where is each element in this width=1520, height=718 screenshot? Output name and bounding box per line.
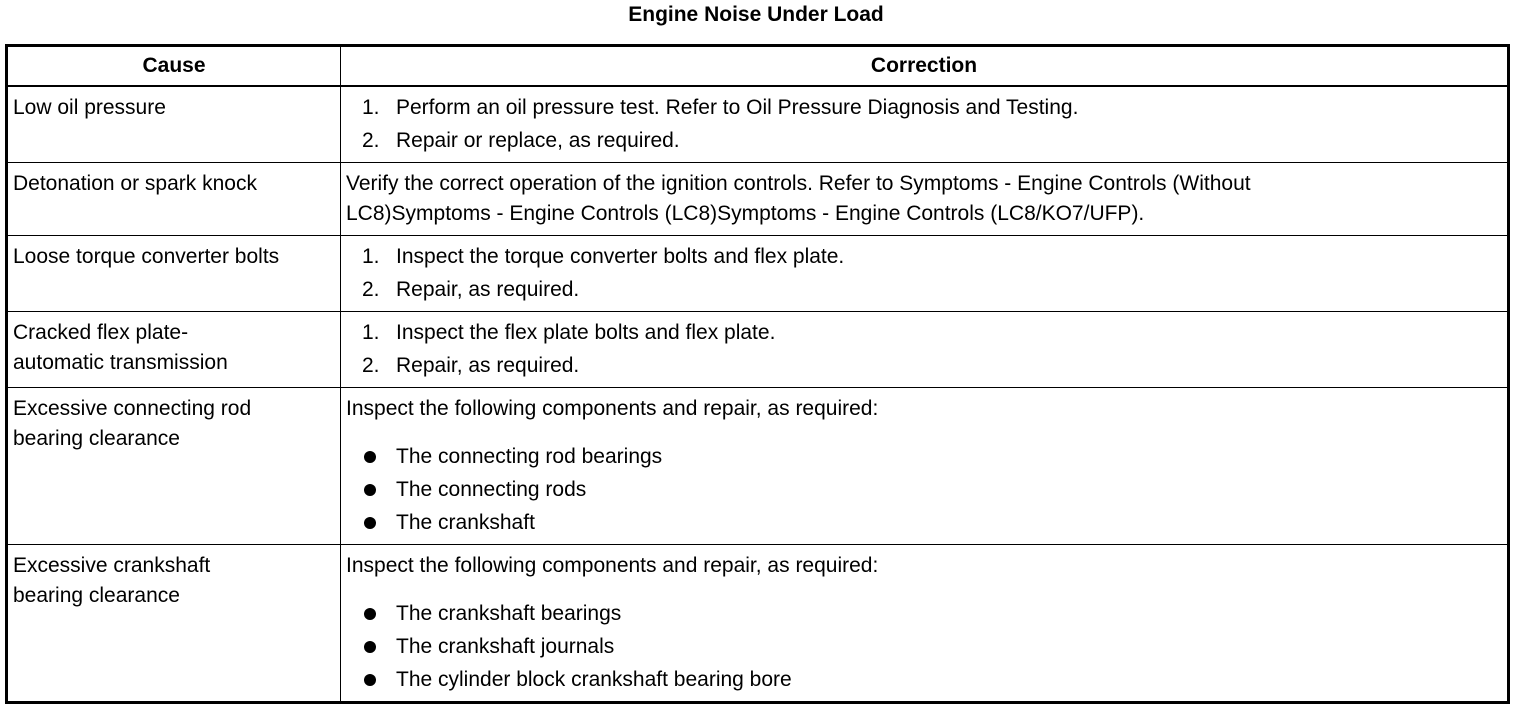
bullet-list — [346, 599, 1501, 695]
bullet-item — [346, 442, 1501, 475]
cause-cell — [7, 236, 341, 312]
cause-text: bearing clearance — [13, 584, 180, 607]
cause-cell — [7, 312, 341, 388]
cause-text: Detonation or spark knock — [13, 172, 257, 195]
correction-cell — [341, 312, 1509, 388]
table-row — [7, 312, 1509, 388]
step-number: 1. — [362, 96, 380, 119]
step-item — [346, 318, 1501, 351]
bullet-text: The connecting rods — [396, 478, 587, 501]
cause-cell — [7, 163, 341, 236]
cause-text: bearing clearance — [13, 427, 180, 450]
bullet-item — [346, 508, 1501, 538]
correction-cell — [341, 163, 1509, 236]
bullet-text: The crankshaft — [396, 511, 535, 534]
bullet-item — [346, 599, 1501, 632]
cause-text: Low oil pressure — [13, 96, 166, 119]
cause-column-header: Cause — [7, 46, 341, 87]
correction-cell — [341, 388, 1509, 545]
page-title: Engine Noise Under Load — [628, 3, 884, 26]
cause-text: automatic transmission — [13, 351, 228, 374]
step-item — [346, 351, 1501, 381]
step-text: Repair, as required. — [396, 278, 580, 301]
step-number: 1. — [362, 321, 380, 344]
cause-cell — [7, 86, 341, 163]
table-header-row — [7, 46, 1509, 87]
step-list — [346, 93, 1501, 156]
bullet-text: The crankshaft journals — [396, 635, 615, 658]
step-text: Repair, as required. — [396, 354, 580, 377]
table-row — [7, 163, 1509, 236]
step-number: 2. — [362, 129, 380, 152]
step-number: 2. — [362, 354, 380, 377]
step-text: Inspect the flex plate bolts and flex plate. — [396, 321, 776, 344]
bullet-text: The cylinder block crankshaft bearing bore — [396, 668, 792, 691]
step-item — [346, 93, 1501, 126]
step-text: Inspect the torque converter bolts and flex plate. — [396, 245, 845, 268]
bullet-dot-icon — [364, 608, 376, 620]
correction-text: LC8)Symptoms - Engine Controls (LC8)Symptoms - Engine Controls (LC8/KO7/UFP). — [346, 202, 1145, 225]
cause-text: Cracked flex plate- — [13, 321, 189, 344]
step-list — [346, 318, 1501, 381]
cause-cell — [7, 545, 341, 703]
cause-cell — [7, 388, 341, 545]
correction-intro: Inspect the following components and repair, as required: — [346, 554, 879, 577]
bullet-list — [346, 442, 1501, 538]
correction-cell — [341, 86, 1509, 163]
bullet-item — [346, 665, 1501, 695]
bullet-item — [346, 632, 1501, 665]
step-number: 2. — [362, 278, 380, 301]
table-row — [7, 236, 1509, 312]
correction-column-header: Correction — [341, 46, 1509, 87]
bullet-text: The connecting rod bearings — [396, 445, 663, 468]
correction-cell — [341, 545, 1509, 703]
cause-text: Loose torque converter bolts — [13, 245, 280, 268]
bullet-dot-icon — [364, 674, 376, 686]
bullet-text: The crankshaft bearings — [396, 602, 622, 625]
cause-text: Excessive crankshaft — [13, 554, 211, 577]
correction-intro: Inspect the following components and repair, as required: — [346, 397, 879, 420]
step-item — [346, 275, 1501, 305]
diagnosis-table — [5, 44, 1510, 704]
table-row — [7, 388, 1509, 545]
table-row — [7, 86, 1509, 163]
bullet-dot-icon — [364, 484, 376, 496]
table-row — [7, 545, 1509, 703]
step-number: 1. — [362, 245, 380, 268]
step-item — [346, 242, 1501, 275]
bullet-dot-icon — [364, 517, 376, 529]
step-text: Perform an oil pressure test. Refer to Oil Pressure Diagnosis and Testing. — [396, 96, 1079, 119]
correction-text: Verify the correct operation of the ignition controls. Refer to Symptoms - Engine Controls (Without — [346, 172, 1251, 195]
step-text: Repair or replace, as required. — [396, 129, 680, 152]
step-list — [346, 242, 1501, 305]
bullet-item — [346, 475, 1501, 508]
correction-cell — [341, 236, 1509, 312]
bullet-dot-icon — [364, 451, 376, 463]
step-item — [346, 126, 1501, 156]
cause-text: Excessive connecting rod — [13, 397, 252, 420]
bullet-dot-icon — [364, 641, 376, 653]
